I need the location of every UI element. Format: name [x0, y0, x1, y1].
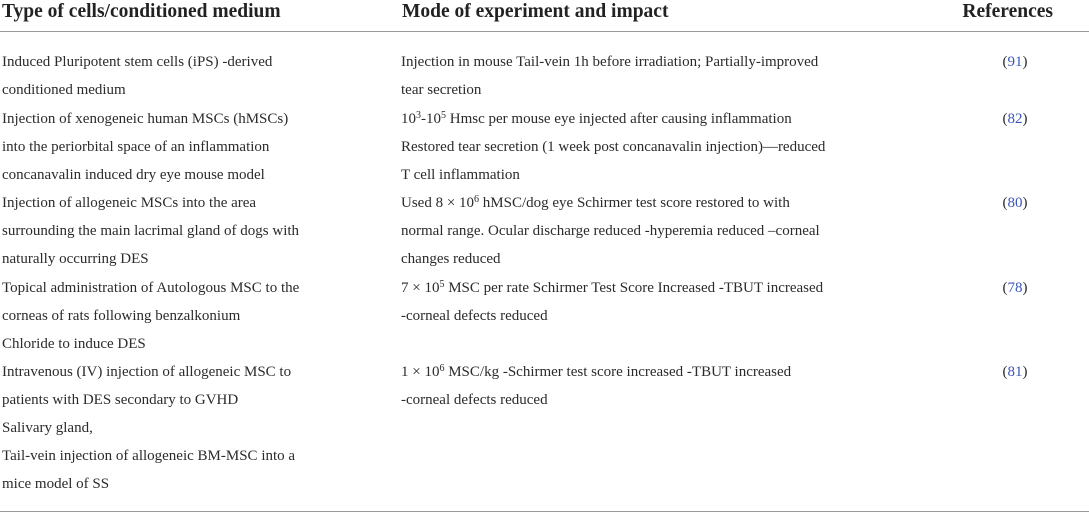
column-header-cell-type: Type of cells/conditioned medium [2, 1, 281, 22]
ref-paren: ( [1002, 54, 1008, 70]
ref-paren: ) [1022, 111, 1028, 127]
ref-paren: ( [1002, 195, 1008, 211]
cell-text-line: tear secretion [401, 82, 482, 98]
superscript: 3 [416, 110, 421, 121]
reference-link[interactable]: 81 [1007, 364, 1023, 380]
cell-text-line: Chloride to induce DES [2, 336, 146, 352]
cell-text-line: Intravenous (IV) injection of allogeneic MSC to [2, 364, 292, 380]
cell-text-line: Restored tear secretion (1 week post concanavalin injection)—reduced [401, 139, 826, 155]
text-fragment: -10 [421, 111, 441, 127]
table-row-5-reference [960, 358, 1070, 386]
table-row-3-cell-type [2, 189, 377, 273]
cell-text-line: Topical administration of Autologous MSC to the [2, 280, 300, 296]
cell-text-line: -corneal defects reduced [401, 308, 548, 324]
text-fragment: Hmsc per mouse eye injected after causing inflammation [446, 111, 792, 127]
reference-link[interactable]: 82 [1007, 111, 1023, 127]
superscript: 5 [439, 279, 445, 290]
reference-link[interactable]: 78 [1007, 280, 1023, 296]
table-row-5-mode [401, 358, 871, 414]
table-row-1-mode [401, 48, 871, 104]
column-header-mode: Mode of experiment and impact [402, 1, 669, 22]
table-row-3-mode [401, 189, 871, 273]
cell-text-line: normal range. Ocular discharge reduced -hyperemia reduced –corneal [401, 223, 820, 239]
text-fragment: hMSC/dog eye Schirmer test score restored to with [479, 195, 790, 211]
table-row-4-reference [960, 274, 1070, 302]
cell-text-line: mice model of SS [2, 476, 110, 492]
ref-paren: ( [1002, 111, 1008, 127]
reference-link[interactable]: 80 [1007, 195, 1023, 211]
cell-text-line: surrounding the main lacrimal gland of dogs with [2, 223, 300, 239]
cell-text-line: -corneal defects reduced [401, 392, 548, 408]
table-row-4-cell-type [2, 274, 377, 358]
table-row-5-cell-type [2, 358, 377, 498]
cell-text-line: Salivary gland, [2, 420, 93, 436]
cell-text-line: changes reduced [401, 251, 501, 267]
ref-paren: ( [1002, 280, 1008, 296]
ref-paren: ) [1022, 54, 1028, 70]
cell-text-line [401, 358, 871, 386]
table-row-1-reference [960, 48, 1070, 76]
text-fragment: 1 × 10 [401, 364, 440, 380]
table-row-2-mode [401, 105, 871, 189]
header-divider [0, 31, 1089, 32]
cell-text-line [401, 189, 871, 217]
table-bottom-divider [0, 511, 1089, 512]
superscript: 6 [439, 363, 445, 374]
table-row-2-cell-type [2, 105, 377, 189]
cell-text-line: Injection in mouse Tail-vein 1h before irradiation; Partially-improved [401, 54, 819, 70]
table-row-1-cell-type [2, 48, 377, 104]
table-row-2-reference [960, 105, 1070, 133]
cell-text-line: patients with DES secondary to GVHD [2, 392, 239, 408]
reference-link[interactable]: 91 [1007, 54, 1023, 70]
table-row-4-mode [401, 274, 871, 330]
text-fragment: 7 × 10 [401, 280, 440, 296]
cell-text-line: Injection of xenogeneic human MSCs (hMSCs) [2, 111, 289, 127]
cell-text-line: concanavalin induced dry eye mouse model [2, 167, 265, 183]
cell-text-line: conditioned medium [2, 82, 126, 98]
cell-text-line: corneas of rats following benzalkonium [2, 308, 241, 324]
text-fragment: MSC per rate Schirmer Test Score Increased -TBUT increased [444, 280, 824, 296]
cell-text-line: Injection of allogeneic MSCs into the area [2, 195, 257, 211]
cell-text-line: Tail-vein injection of allogeneic BM-MSC into a [2, 448, 296, 464]
text-fragment: Used 8 × 10 [401, 195, 475, 211]
ref-paren: ) [1022, 364, 1028, 380]
table-row-3-reference [960, 189, 1070, 217]
cell-text-line: into the periorbital space of an inflammation [2, 139, 270, 155]
superscript: 5 [441, 110, 446, 121]
cell-text-line: naturally occurring DES [2, 251, 149, 267]
cell-text-line: T cell inflammation [401, 167, 520, 183]
ref-paren: ) [1022, 280, 1028, 296]
column-header-references: References [962, 1, 1053, 22]
ref-paren: ( [1002, 364, 1008, 380]
ref-paren: ) [1022, 195, 1028, 211]
text-fragment: 10 [401, 111, 416, 127]
superscript: 6 [474, 194, 480, 205]
text-fragment: MSC/kg -Schirmer test score increased -TBUT increased [444, 364, 792, 380]
cell-text-line [401, 274, 871, 302]
cell-text-line [401, 105, 871, 133]
cell-text-line: Induced Pluripotent stem cells (iPS) -derived [2, 54, 273, 70]
